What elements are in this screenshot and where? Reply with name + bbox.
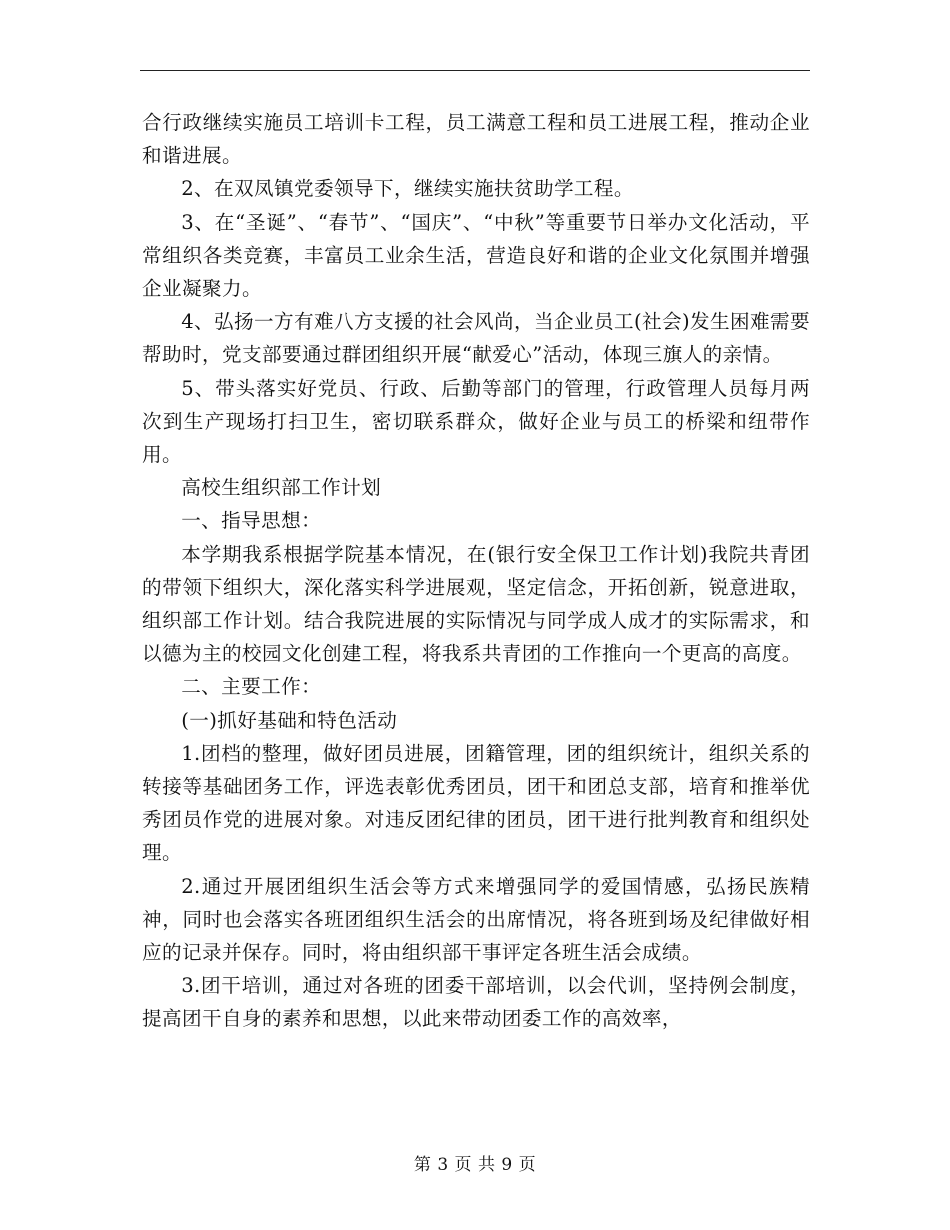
paragraph: 3、在“圣诞”、“春节”、“国庆”、“中秋”等重要节日举办文化活动，平常组织各类竞赛，丰富员工业余生活，营造良好和谐的企业文化氛围并增强企业凝聚力。 [142,210,810,301]
section-title: 高校生组织部工作计划 [181,476,382,500]
document-body [142,106,810,1036]
section-heading: 一、指导思想： [181,509,322,533]
section-heading: 二、主要工作： [181,675,322,699]
header-rule [140,70,810,71]
paragraph: 1.团档的整理，做好团员进展，团籍管理，团的组织统计，组织关系的转接等基础团务工作，评选表彰优秀团员，团干和团总支部，培育和推举优秀团员作党的进展对象。对违反团纪律的团员，团干进行批判教育和组织处理。 [142,741,810,865]
paragraph: 2、在双凤镇党委领导下，继续实施扶贫助学工程。 [181,177,634,201]
paragraph: 5、带头落实好党员、行政、后勤等部门的管理，行政管理人员每月两次到生产现场打扫卫生，密切联系群众，做好企业与员工的桥梁和纽带作用。 [142,376,810,467]
paragraph: 本学期我系根据学院基本情况，在(银行安全保卫工作计划)我院共青团的带领下组织大，深化落实科学进展观，坚定信念，开拓创新，锐意进取，组织部工作计划。结合我院进展的实际情况与同学成人成才的实际需求，和以德为主的校园文化创建工程，将我系共青团的工作推向一个更高的高度。 [142,542,810,666]
page-number: 第 3 页 共 9 页 [413,1155,537,1175]
subsection-heading: (一)抓好基础和特色活动 [181,708,398,732]
paragraph: 4、弘扬一方有难八方支援的社会风尚，当企业员工(社会)发生困难需要帮助时，党支部要通过群团组织开展“献爱心”活动，体现三旗人的亲情。 [142,310,810,367]
paragraph: 3.团干培训，通过对各班的团委干部培训，以会代训，坚持例会制度，提高团干自身的素养和思想，以此来带动团委工作的高效率， [142,974,810,1031]
paragraph: 合行政继续实施员工培训卡工程，员工满意工程和员工进展工程，推动企业和谐进展。 [142,111,810,168]
paragraph: 2.通过开展团组织生活会等方式来增强同学的爱国情感，弘扬民族精神，同时也会落实各班团组织生活会的出席情况，将各班到场及纪律做好相应的记录并保存。同时，将由组织部干事评定各班生活会成绩。 [142,874,810,965]
